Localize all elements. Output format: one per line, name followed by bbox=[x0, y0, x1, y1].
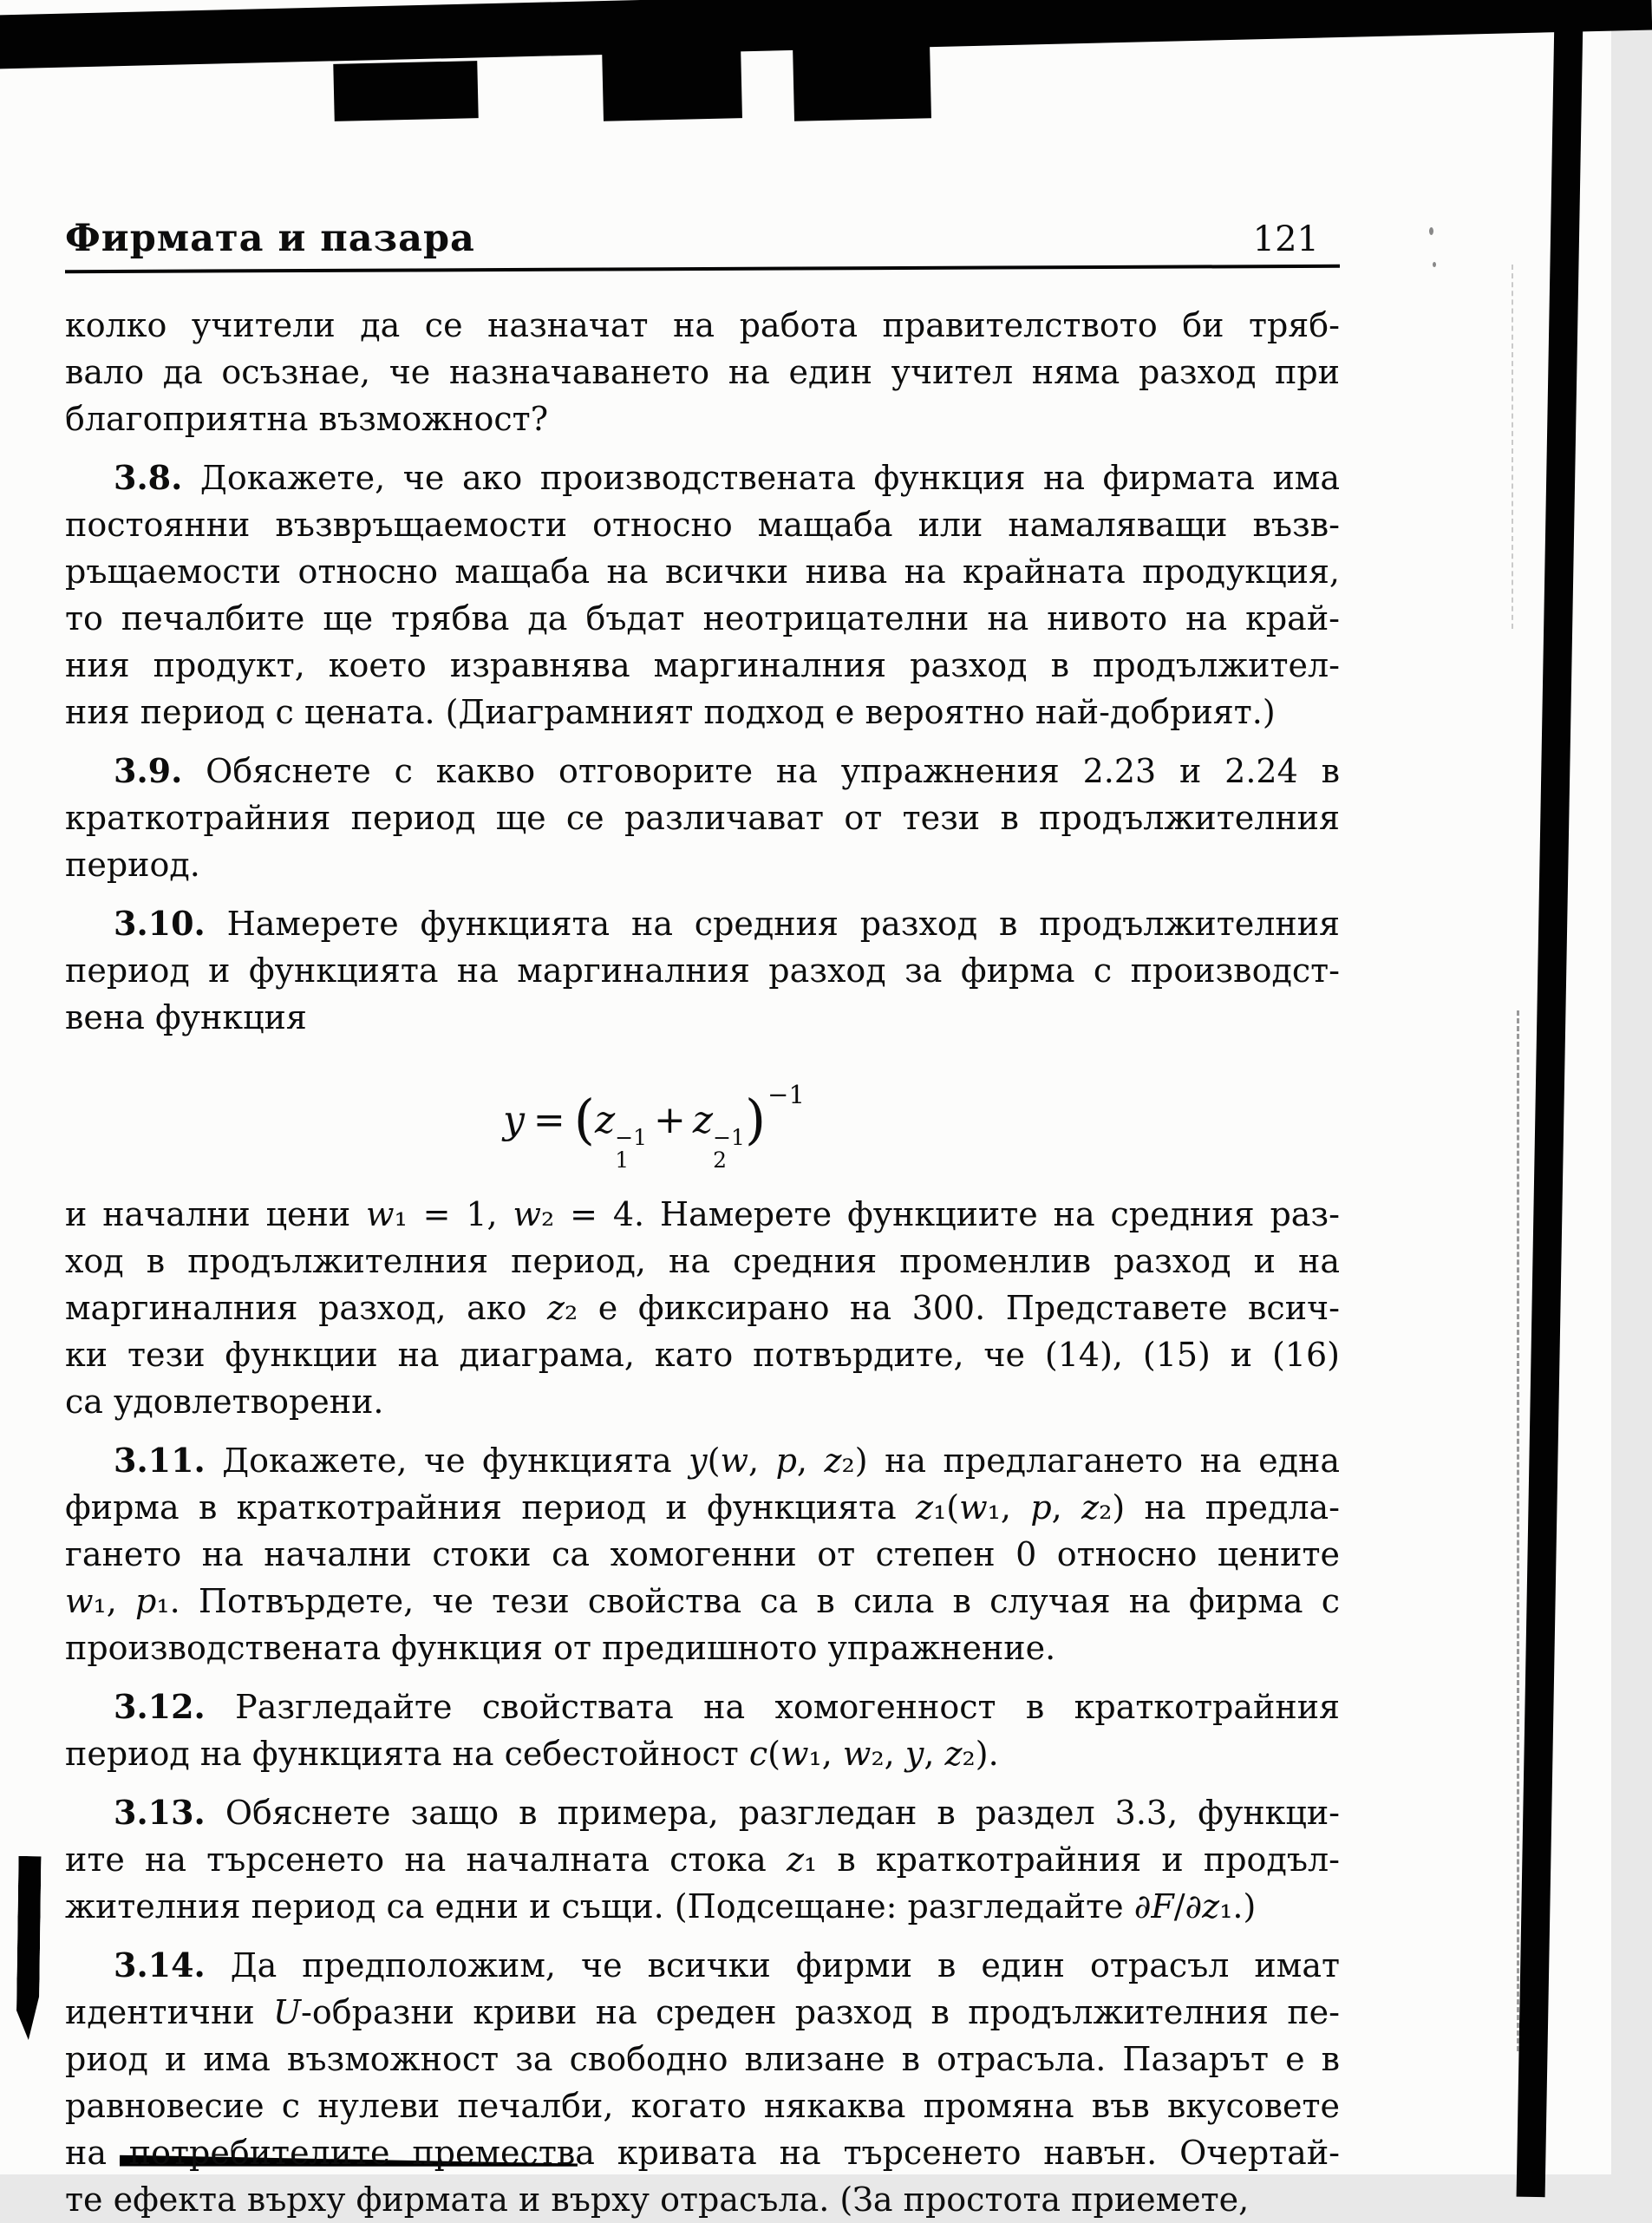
formula-term2-sup: −1 bbox=[713, 1125, 745, 1150]
text-line: вена функция bbox=[65, 998, 307, 1036]
text-line: идентични U-образни криви на среден разход в продължителния пе- bbox=[65, 1993, 1340, 2031]
formula-open-paren: ( bbox=[573, 1088, 595, 1151]
paragraph bbox=[65, 748, 1340, 888]
text-line: са удовлетворени. bbox=[65, 1383, 384, 1421]
text-line: период на функцията на себестойност c(w₁, w₂, y, z₂). bbox=[65, 1735, 999, 1773]
formula-close-paren: ) bbox=[744, 1088, 767, 1151]
text-line: равновесие с нулеви печалби, когато някаква промяна във вкусовете bbox=[65, 2087, 1340, 2125]
text-line: гането на начални стоки са хомогенни от степен 0 относно цените bbox=[65, 1535, 1340, 1573]
paragraph bbox=[65, 1437, 1340, 1671]
page-number: 121 bbox=[1252, 219, 1319, 259]
text-line: те ефекта върху фирмата и върху отрасъла. (За простота приемете, bbox=[65, 2181, 1250, 2219]
text-line: ки тези функции на диаграма, като потвърдите, че (14), (15) и (16) bbox=[65, 1336, 1340, 1374]
text-line: 3.13. Обяснете защо в примера, разгледан в раздел 3.3, функци- bbox=[114, 1793, 1340, 1832]
text-line: ния продукт, което изравнява маргиналния разход в продължител- bbox=[65, 646, 1340, 684]
scan-artifact-right-bar bbox=[1517, 0, 1583, 2197]
formula-term1-base: z bbox=[595, 1098, 616, 1142]
formula-term1-scripts bbox=[615, 1127, 647, 1172]
header-rule bbox=[65, 265, 1340, 273]
scan-artifact-speck bbox=[1433, 262, 1436, 267]
formula-term2-scripts bbox=[713, 1127, 745, 1172]
running-header-title: Фирмата и пазара bbox=[65, 217, 475, 260]
running-header bbox=[65, 217, 1340, 260]
formula-equals: = bbox=[532, 1098, 565, 1142]
page-body bbox=[65, 302, 1340, 2223]
paragraph bbox=[65, 900, 1340, 1041]
scan-artifact-scratch-short bbox=[1512, 265, 1513, 629]
text-line: маргиналния разход, ако z₂ е фиксирано на 300. Представете всич- bbox=[65, 1289, 1340, 1327]
paragraph bbox=[65, 454, 1340, 736]
text-line: краткотрайния период ще се различават от тези в продължителния bbox=[65, 799, 1340, 837]
paragraph bbox=[65, 302, 1340, 442]
text-line: фирма в краткотрайния период и функцията z₁(w₁, p, z₂) на предла- bbox=[65, 1488, 1340, 1527]
text-line: ния период с цената. (Диаграмният подход е вероятно най-добрият.) bbox=[65, 693, 1276, 731]
text-line: ход в продължителния период, на средния променлив разход и на bbox=[65, 1242, 1340, 1280]
formula-plus: + bbox=[654, 1098, 686, 1142]
text-line: 3.10. Намерете функцията на средния разход в продължителния bbox=[114, 904, 1340, 943]
text-line: производствената функция от предишното упражнение. bbox=[65, 1629, 1056, 1667]
formula-term1-sub: 1 bbox=[615, 1147, 630, 1173]
paragraph bbox=[65, 1789, 1340, 1930]
paragraph bbox=[65, 1942, 1340, 2223]
scan-artifact-blot-1 bbox=[333, 61, 478, 121]
text-line: 3.12. Разгледайте свойствата на хомогенност в краткотрайния bbox=[114, 1687, 1340, 1726]
formula-term2-sub: 2 bbox=[713, 1147, 728, 1173]
text-line: период и функцията на маргиналния разход за фирма с производст- bbox=[65, 951, 1340, 990]
paragraph bbox=[65, 1191, 1340, 1425]
page-content bbox=[65, 217, 1340, 2223]
formula-term1-sup: −1 bbox=[615, 1125, 648, 1150]
formula-term2-base: z bbox=[692, 1098, 714, 1142]
scan-artifact-left-mark bbox=[16, 1856, 42, 2040]
text-line: и начални цени w₁ = 1, w₂ = 4. Намерете функциите на средния раз- bbox=[65, 1195, 1340, 1233]
text-line: ръщаемости относно мащаба на всички нива на крайната продукция, bbox=[65, 552, 1340, 591]
text-line: то печалбите ще трябва да бъдат неотрицателни на нивото на край- bbox=[65, 599, 1340, 637]
text-line: постоянни възвръщаемости относно мащаба или намаляващи възв- bbox=[65, 506, 1340, 544]
production-function-formula bbox=[16, 1055, 1291, 1172]
formula-lhs: y bbox=[503, 1098, 525, 1142]
text-line: ите на търсенето на началната стока z₁ в краткотрайния и продъл- bbox=[65, 1841, 1340, 1879]
formula-outer-sup: −1 bbox=[767, 1080, 805, 1109]
text-line: 3.11. Докажете, че функцията y(w, p, z₂) на предлагането на една bbox=[114, 1441, 1340, 1480]
text-line: жителния период са едни и същи. (Подсещане: разгледайте ∂F/∂z₁.) bbox=[65, 1887, 1257, 1926]
scan-artifact-blot-3 bbox=[793, 42, 931, 121]
text-line: 3.8. Докажете, че ако производствената функция на фирмата има bbox=[114, 458, 1340, 497]
text-line: на потребителите премества кривата на търсенето навън. Очертай- bbox=[65, 2134, 1340, 2172]
text-line: риод и има възможност за свободно влизане в отрасъла. Пазарът е в bbox=[65, 2040, 1340, 2078]
text-line: колко учители да се назначат на работа правителството би тряб- bbox=[65, 306, 1340, 344]
text-line: вало да осъзнае, че назначаването на един учител няма разход при bbox=[65, 353, 1340, 391]
text-line: благоприятна възможност? bbox=[65, 400, 549, 438]
paragraph bbox=[65, 1684, 1340, 1777]
scan-artifact-speck bbox=[1429, 227, 1433, 235]
text-line: 3.9. Обяснете с какво отговорите на упражнения 2.23 и 2.24 в bbox=[114, 751, 1340, 790]
scan-artifact-scratch-long bbox=[1517, 1010, 1519, 2051]
text-line: 3.14. Да предположим, че всички фирми в един отрасъл имат bbox=[114, 1945, 1340, 1984]
text-line: w₁, p₁. Потвърдете, че тези свойства са в сила в случая на фирма с bbox=[65, 1582, 1340, 1620]
text-line: период. bbox=[65, 846, 200, 884]
scan-artifact-blot-2 bbox=[602, 43, 742, 121]
